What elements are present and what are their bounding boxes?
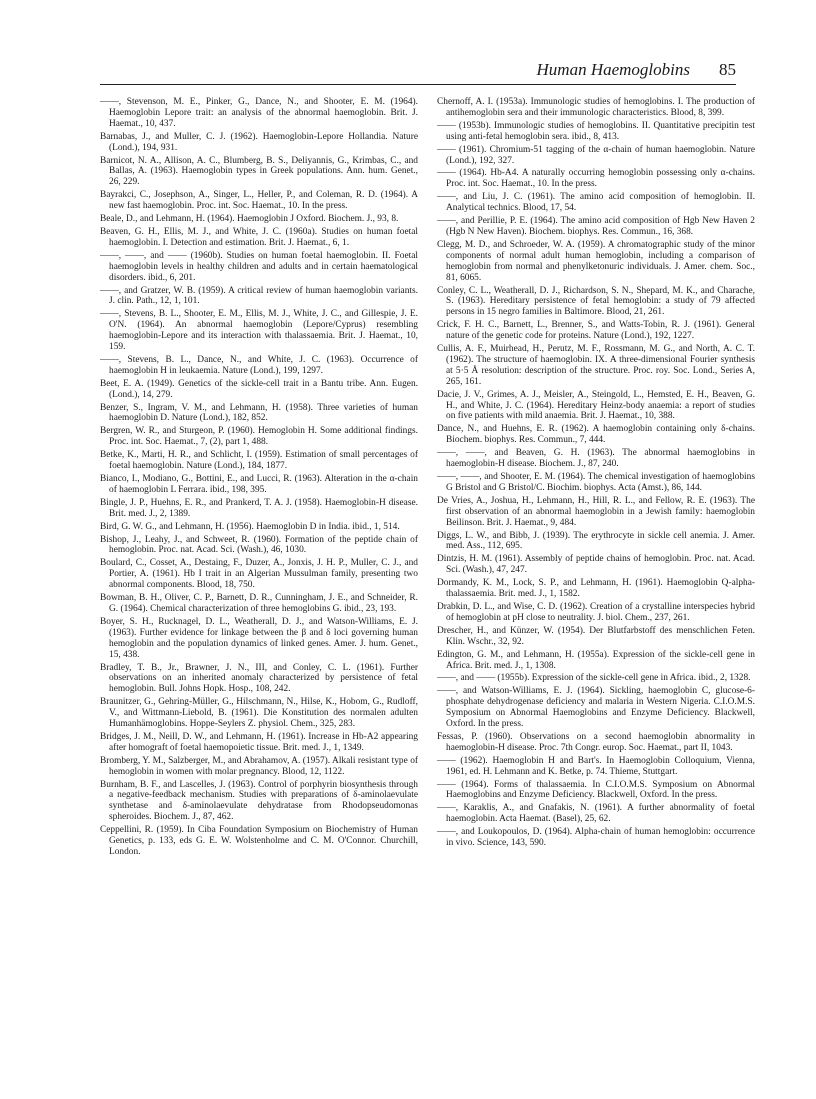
reference-entry: Barnicot, N. A., Allison, A. C., Blumberg, B. S., Deliyannis, G., Krimbas, C., and Ballas, A. (1963). Haemoglobin types in Greek populations. Ann. hum. Genet., 26, 229. [100,155,418,188]
reference-entry: Bergren, W. R., and Sturgeon, P. (1960). Hemoglobin H. Some additional findings. Proc. int. Soc. Haemat., 7, (2), part 1, 488. [100,426,418,448]
reference-entry: ——, Stevenson, M. E., Pinker, G., Dance, N., and Shooter, E. M. (1964). Haemoglobin Lepore trait: an analysis of the abnormal haemoglobin. Brit. J. Haemat., 10, 437. [100,97,418,129]
reference-entry: Bishop, J., Leahy, J., and Schweet, R. (1960). Formation of the peptide chain of hemoglobin. Proc. nat. Acad. Sci. (Wash.), 46, 1030. [100,534,418,556]
reference-entry: Bromberg, Y. M., Salzberger, M., and Abrahamov, A. (1957). Alkali resistant type of hemoglobin in women with molar pregnancy. Blood, 12, 1122. [100,755,418,777]
reference-entry: ——, ——, and Beaven, G. H. (1963). The abnormal haemoglobins in haemoglobin-H disease. Biochem. J., 87, 240. [437,448,755,470]
reference-entry: Bowman, B. H., Oliver, C. P., Barnett, D. R., Cunningham, J. E., and Schneider, R. G. (1964). Chemical characterization of three hemoglobins G. ibid., 23, 193. [100,593,418,614]
reference-entry: ——, ——, and —— (1960b). Studies on human foetal haemoglobin. II. Foetal haemoglobin levels in healthy children and adults and in certain haematological disorders. ibid., 6, 201. [100,250,418,283]
reference-entry: Boulard, C., Cosset, A., Destaing, F., Duzer, A., Jonxis, J. H. P., Muller, C. J., and Portier, A. (1961). Hb I trait in an Algerian Mussulman family, presenting two abnormal components. Blood, 18, 750. [100,558,418,591]
reference-entry: Bridges, J. M., Neill, D. W., and Lehmann, H. (1961). Increase in Hb-A2 appearing after homograft of foetal haemopoietic tissue. Brit. med. J., 1, 1349. [100,731,418,753]
reference-entry: Dormandy, K. M., Lock, S. P., and Lehmann, H. (1961). Haemoglobin Q-alpha-thalassaemia. Brit. med. J., 1, 1582. [437,578,755,600]
reference-entry: ——, and Gratzer, W. B. (1959). A critical review of human haemoglobin variants. J. clin. Path., 12, 1, 101. [100,285,418,307]
reference-entry: De Vries, A., Joshua, H., Lehmann, H., Hill, R. L., and Fellow, R. E. (1963). The first observation of an abnormal haemoglobin in a Jewish family: haemoglobin Beilinson. Brit. J. Haemat., 9, 484. [437,495,755,528]
reference-entry: ——, and Perillie, P. E. (1964). The amino acid composition of Hgb New Haven 2 (Hgb N New Haven). Biochem. biophys. Res. Commun., 16, 368. [437,216,755,237]
reference-entry: ——, Stevens, B. L., Dance, N., and White, J. C. (1963). Occurrence of haemoglobin H in leukaemia. Nature (Lond.), 199, 1297. [100,354,418,376]
reference-entry: Bingle, J. P., Huehns, E. R., and Prankerd, T. A. J. (1958). Haemoglobin-H disease. Brit. med. J., 2, 1389. [100,497,418,519]
reference-entry: Fessas, P. (1960). Observations on a second haemoglobin abnormality in haemoglobin-H disease. Proc. 7th Congr. europ. Soc. Haemat., part II, 1043. [437,731,755,753]
reference-entry: ——, and Liu, J. C. (1961). The amino acid composition of hemoglobin. II. Analytical technics. Blood, 17, 54. [437,192,755,214]
reference-entry: Chernoff, A. I. (1953a). Immunologic studies of hemoglobins. I. The production of antihemoglobin sera and their immunologic characteristics. Blood, 8, 399. [437,97,755,118]
reference-entry: Benzer, S., Ingram, V. M., and Lehmann, H. (1958). Three varieties of human haemoglobin D. Nature (Lond.), 182, 852. [100,402,418,424]
running-title: Human Haemoglobins [536,60,690,79]
reference-entry: Bianco, I., Modiano, G., Bottini, E., and Lucci, R. (1963). Alteration in the α-chain of haemoglobin L Ferrara. ibid., 198, 395. [100,474,418,495]
reference-entry: —— (1964). Forms of thalassaemia. In C.I.O.M.S. Symposium on Abnormal Haemoglobins and Enzyme Deficiency. Blackwell, Oxford. In the press. [437,779,755,801]
reference-column-right [437,97,755,851]
reference-entry: ——, and Watson-Williams, E. J. (1964). Sickling, haemoglobin C, glucose-6-phosphate dehydrogenase deficiency and malaria in Western Nigeria. C.I.O.M.S. Symposium on Abnormal Haemoglobins and Enzyme Deficiency. Blackwell, Oxford. In the press. [437,686,755,730]
reference-entry: Bradley, T. B., Jr., Brawner, J. N., III, and Conley, C. L. (1961). Further observations on an inherited anomaly characterized by persistence of fetal hemoglobin. Bull. Johns Hopk. Hosp., 108, 242. [100,662,418,695]
reference-entry: ——, Stevens, B. L., Shooter, E. M., Ellis, M. J., White, J. C., and Gillespie, J. E. O'N. (1964). An abnormal haemoglobin (Lepore/Cyprus) resembling haemoglobin-Lepore and its interaction with thalassaemia. Brit. J. Haemat., 10, 159. [100,309,418,353]
reference-entry: Dacie, J. V., Grimes, A. J., Meisler, A., Steingold, L., Hemsted, E. H., Beaven, G. H., and White, J. C. (1964). Hereditary Heinz-body anaemia: a report of studies on five patients with mild anaemia. Brit. J. Haemat., 10, 388. [437,389,755,422]
reference-entry: —— (1953b). Immunologic studies of hemoglobins. II. Quantitative precipitin test using anti-fetal hemoglobin sera. ibid., 8, 413. [437,120,755,142]
reference-entry: Barnabas, J., and Muller, C. J. (1962). Haemoglobin-Lepore Hollandia. Nature (Lond.), 194, 931. [100,131,418,153]
reference-entry: ——, and Loukopoulos, D. (1964). Alpha-chain of human hemoglobin: occurrence in vivo. Science, 143, 590. [437,827,755,849]
reference-entry: Beaven, G. H., Ellis, M. J., and White, J. C. (1960a). Studies on human foetal haemoglobin. I. Detection and estimation. Brit. J. Haemat., 6, 1. [100,226,418,248]
reference-entry: Beet, E. A. (1949). Genetics of the sickle-cell trait in a Bantu tribe. Ann. Eugen. (Lond.), 14, 279. [100,378,418,400]
reference-entry: Drabkin, D. L., and Wise, C. D. (1962). Creation of a crystalline interspecies hybrid of hemoglobin at pH close to neutrality. J. biol. Chem., 237, 261. [437,601,755,623]
reference-entry: —— (1962). Haemoglobin H and Bart's. In Haemoglobin Colloquium, Vienna, 1961, ed. H. Lehmann and K. Betke, p. 74. Thieme, Stuttgart. [437,755,755,777]
reference-entry: Cullis, A. F., Muirhead, H., Perutz, M. F., Rossmann, M. G., and North, A. C. T. (1962). The structure of haemoglobin. IX. A three-dimensional Fourier synthesis at 5·5 Å resolution: description of the structure. Proc. roy. Soc. Lond., Series A, 265, 161. [437,344,755,387]
reference-entry: —— (1964). Hb-A4. A naturally occurring hemoglobin possessing only α-chains. Proc. int. Soc. Haemat., 10. In the press. [437,168,755,190]
reference-entry: Ceppellini, R. (1959). In Ciba Foundation Symposium on Biochemistry of Human Genetics, p. 133, eds G. E. W. Wolstenholme and C. M. O'Connor. Churchill, London. [100,825,418,857]
reference-entry: Dintzis, H. M. (1961). Assembly of peptide chains of hemoglobin. Proc. nat. Acad. Sci. (Wash.), 47, 247. [437,554,755,576]
reference-entry: ——, ——, and Shooter, E. M. (1964). The chemical investigation of haemoglobins G Bristol and G Bristol/C. Biochim. biophys. Acta (Amst.), 86, 144. [437,472,755,493]
reference-entry: Conley, C. L., Weatherall, D. J., Richardson, S. N., Shepard, M. K., and Charache, S. (1963). Hereditary persistence of fetal hemoglobin: a study of 79 affected persons in 15 negro families in Baltimore. Blood, 21, 261. [437,285,755,318]
reference-entry: Beale, D., and Lehmann, H. (1964). Haemoglobin J Oxford. Biochem. J., 93, 8. [100,214,399,225]
reference-column-left [100,97,418,860]
reference-entry: Burnham, B. F., and Lascelles, J. (1963). Control of porphyrin biosynthesis through a negative-feedback mechanism. Studies with preparations of δ-aminolaevulate synthetase and δ-aminolaevulate dehydratase from Rhodopseudomonas spheroides. Biochem. J., 87, 462. [100,779,418,823]
reference-entry: Braunitzer, G., Gehring-Müller, G., Hilschmann, N., Hilse, K., Hobom, G., Rudloff, V., and Wittmann-Liebold, B. (1961). Die Konstitution des normalen adulten Humanhämoglobins. Hoppe-Seylers Z. physiol. Chem., 325, 283. [100,697,418,730]
reference-entry: Betke, K., Marti, H. R., and Schlicht, I. (1959). Estimation of small percentages of foetal haemoglobin. Nature (Lond.), 184, 1877. [100,450,418,472]
reference-entry: Bird, G. W. G., and Lehmann, H. (1956). Haemoglobin D in India. ibid., 1, 514. [100,521,400,532]
reference-entry: Diggs, L. W., and Bibb, J. (1939). The erythrocyte in sickle cell anemia. J. Amer. med. Ass., 112, 695. [437,530,755,552]
page-number: 85 [719,60,736,79]
reference-entry: ——, and —— (1955b). Expression of the sickle-cell gene in Africa. ibid., 2, 1328. [437,673,751,684]
running-header [100,60,736,85]
reference-entry: Edington, G. M., and Lehmann, H. (1955a). Expression of the sickle-cell gene in Africa. Brit. med. J., 1, 1308. [437,649,755,671]
reference-entry: Bayrakci, C., Josephson, A., Singer, L., Heller, P., and Coleman, R. D. (1964). A new fast haemoglobin. Proc. int. Soc. Haemat., 10. In the press. [100,190,418,212]
reference-entry: —— (1961). Chromium-51 tagging of the α-chain of human haemoglobin. Nature (Lond.), 192, 327. [437,144,755,166]
reference-entry: Drescher, H., and Künzer, W. (1954). Der Blutfarbstoff des menschlichen Feten. Klin. Wschr., 32, 92. [437,625,755,647]
reference-entry: Clegg, M. D., and Schroeder, W. A. (1959). A chromatographic study of the minor components of normal adult human hemoglobin, including a comparison of hemoglobin from normal and phenylketonuric individuals. J. Amer. chem. Soc., 81, 6065. [437,239,755,283]
reference-entry: ——, Karaklis, A., and Gnafakis, N. (1961). A further abnormality of foetal haemoglobin. Acta Haemat. (Basel), 25, 62. [437,803,755,825]
reference-entry: Boyer, S. H., Rucknagel, D. L., Weatherall, D. J., and Watson-Williams, E. J. (1963). Further evidence for linkage between the β and δ loci governing human hemoglobin and the population dynamics of linked genes. Amer. J. hum. Genet., 15, 438. [100,616,418,660]
reference-entry: Dance, N., and Huehns, E. R. (1962). A haemoglobin containing only δ-chains. Biochem. biophys. Res. Commun., 7, 444. [437,424,755,446]
reference-entry: Crick, F. H. C., Barnett, L., Brenner, S., and Watts-Tobin, R. J. (1961). General nature of the genetic code for proteins. Nature (Lond.), 192, 1227. [437,320,755,342]
